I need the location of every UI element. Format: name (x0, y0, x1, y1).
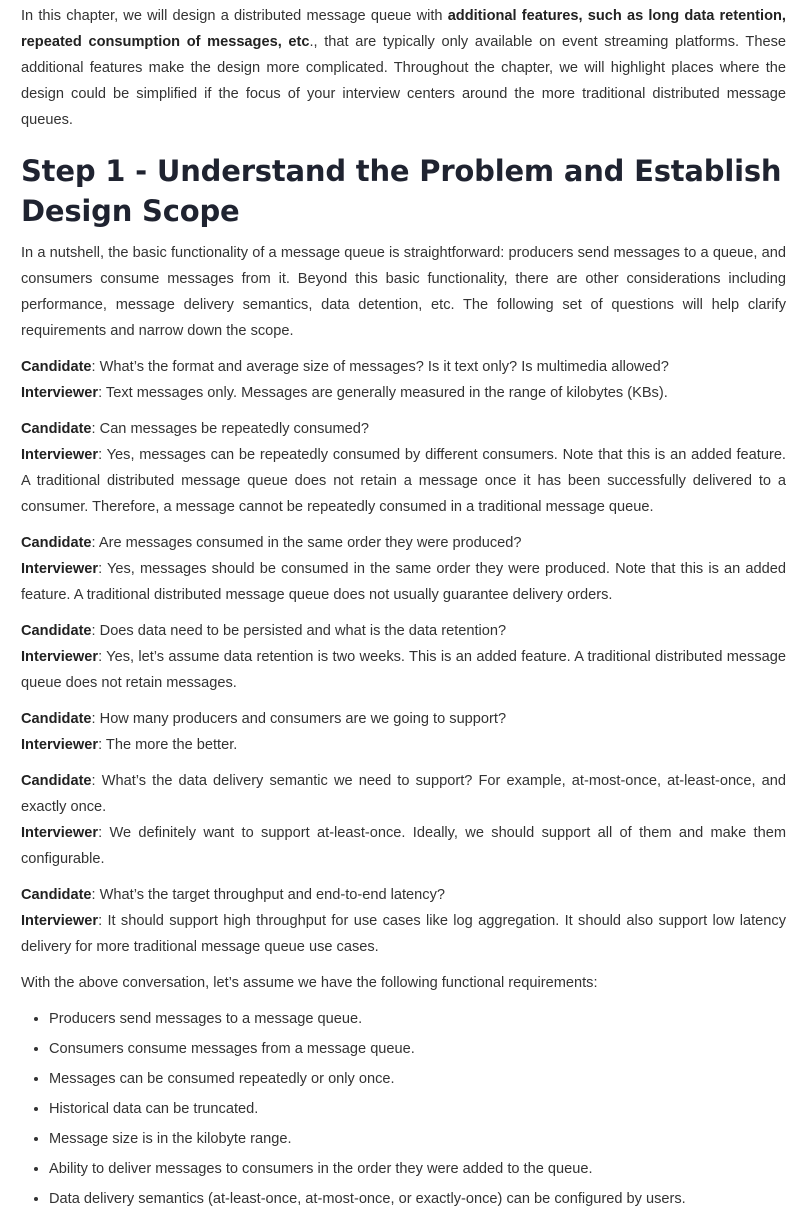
interviewer-answer: : Yes, messages can be repeatedly consumed by different consumers. Note that this is an added feature. A traditional distributed message queue does not retain a message once it has been successfully delivered to a consumer. Therefore, a message cannot be repeatedly consumed in a traditional message queue. (21, 447, 786, 515)
candidate-question: : Can messages be repeatedly consumed? (91, 421, 369, 437)
candidate-label: Candidate (21, 887, 92, 903)
qa-exchange (21, 618, 786, 696)
nutshell-paragraph: In a nutshell, the basic functionality of a message queue is straightforward: producers send messages to a queue, and consumers consume messages from it. Beyond this basic functionality, there are other considerations including performance, message delivery semantics, data detention, etc. The following set of questions will help clarify requirements and narrow down the scope. (21, 245, 786, 339)
requirement-item: • Ability to deliver messages to consumers in the order they were added to the queue. (49, 1156, 786, 1182)
requirement-item: • Messages can be consumed repeatedly or only once. (49, 1066, 786, 1092)
qa-exchange (21, 530, 786, 608)
interviewer-label: Interviewer (21, 913, 99, 929)
requirement-item: • Consumers consume messages from a message queue. (49, 1036, 786, 1062)
candidate-label: Candidate (21, 535, 92, 551)
summary-paragraph: With the above conversation, let’s assume we have the following functional requirements: (21, 975, 598, 991)
interviewer-label: Interviewer (21, 825, 99, 841)
candidate-label: Candidate (21, 773, 92, 789)
qa-exchange (21, 882, 786, 960)
interviewer-label: Interviewer (21, 447, 99, 463)
candidate-label: Candidate (21, 711, 92, 727)
requirement-item: • Historical data can be truncated. (49, 1096, 786, 1122)
candidate-label: Candidate (21, 421, 92, 437)
intro-text-end: ., that are typically only available on event streaming platforms. These additional features make the design more complicated. Throughout the chapter, we will highlight places where the design could be simplified if the focus of your interview centers around the more traditional distributed message queues. (21, 34, 786, 128)
candidate-question: : How many producers and consumers are we going to support? (91, 711, 507, 727)
requirements-list (21, 1006, 786, 1212)
qa-exchange (21, 768, 786, 872)
interviewer-answer: : Yes, let’s assume data retention is two weeks. This is an added feature. A traditional distributed message queue does not retain messages. (21, 649, 786, 691)
candidate-question: : What’s the target throughput and end-to-end latency? (91, 887, 446, 903)
qa-exchange (21, 416, 786, 520)
interviewer-answer: : It should support high throughput for use cases like log aggregation. It should also support low latency delivery for more traditional message queue use cases. (21, 913, 786, 955)
interviewer-answer: : We definitely want to support at-least-once. Ideally, we should support all of them and make them configurable. (21, 825, 786, 867)
qa-list (21, 354, 786, 960)
intro-text: In this chapter, we will design a distributed message queue with (21, 8, 448, 24)
requirement-item: • Producers send messages to a message queue. (49, 1006, 786, 1032)
section-heading: Step 1 - Understand the Problem and Establish Design Scope (21, 154, 782, 228)
candidate-label: Candidate (21, 623, 92, 639)
interviewer-label: Interviewer (21, 649, 99, 665)
requirement-item: • Data delivery semantics (at-least-once, at-most-once, or exactly-once) can be configured by users. (49, 1186, 786, 1212)
qa-exchange (21, 706, 786, 758)
interviewer-answer: : Text messages only. Messages are generally measured in the range of kilobytes (KBs). (98, 385, 668, 401)
qa-exchange (21, 354, 786, 406)
intro-bold: additional features, such as long data retention, repeated consumption of messages, etc (21, 8, 786, 50)
interviewer-label: Interviewer (21, 561, 99, 577)
requirement-item: • Message size is in the kilobyte range. (49, 1126, 786, 1152)
candidate-question: : What’s the format and average size of messages? Is it text only? Is multimedia allowed? (91, 359, 669, 375)
intro-paragraph (21, 3, 786, 133)
candidate-question: : Does data need to be persisted and what is the data retention? (91, 623, 507, 639)
interviewer-answer: : The more the better. (98, 737, 238, 753)
interviewer-answer: : Yes, messages should be consumed in the same order they were produced. Note that this is an added feature. A traditional distributed message queue does not usually guarantee delivery orders. (21, 561, 786, 603)
candidate-label: Candidate (21, 359, 92, 375)
interviewer-label: Interviewer (21, 737, 99, 753)
candidate-question: : Are messages consumed in the same order they were produced? (91, 535, 522, 551)
interviewer-label: Interviewer (21, 385, 99, 401)
candidate-question: : What’s the data delivery semantic we need to support? For example, at-most-once, at-least-once, and exactly once. (21, 773, 786, 815)
